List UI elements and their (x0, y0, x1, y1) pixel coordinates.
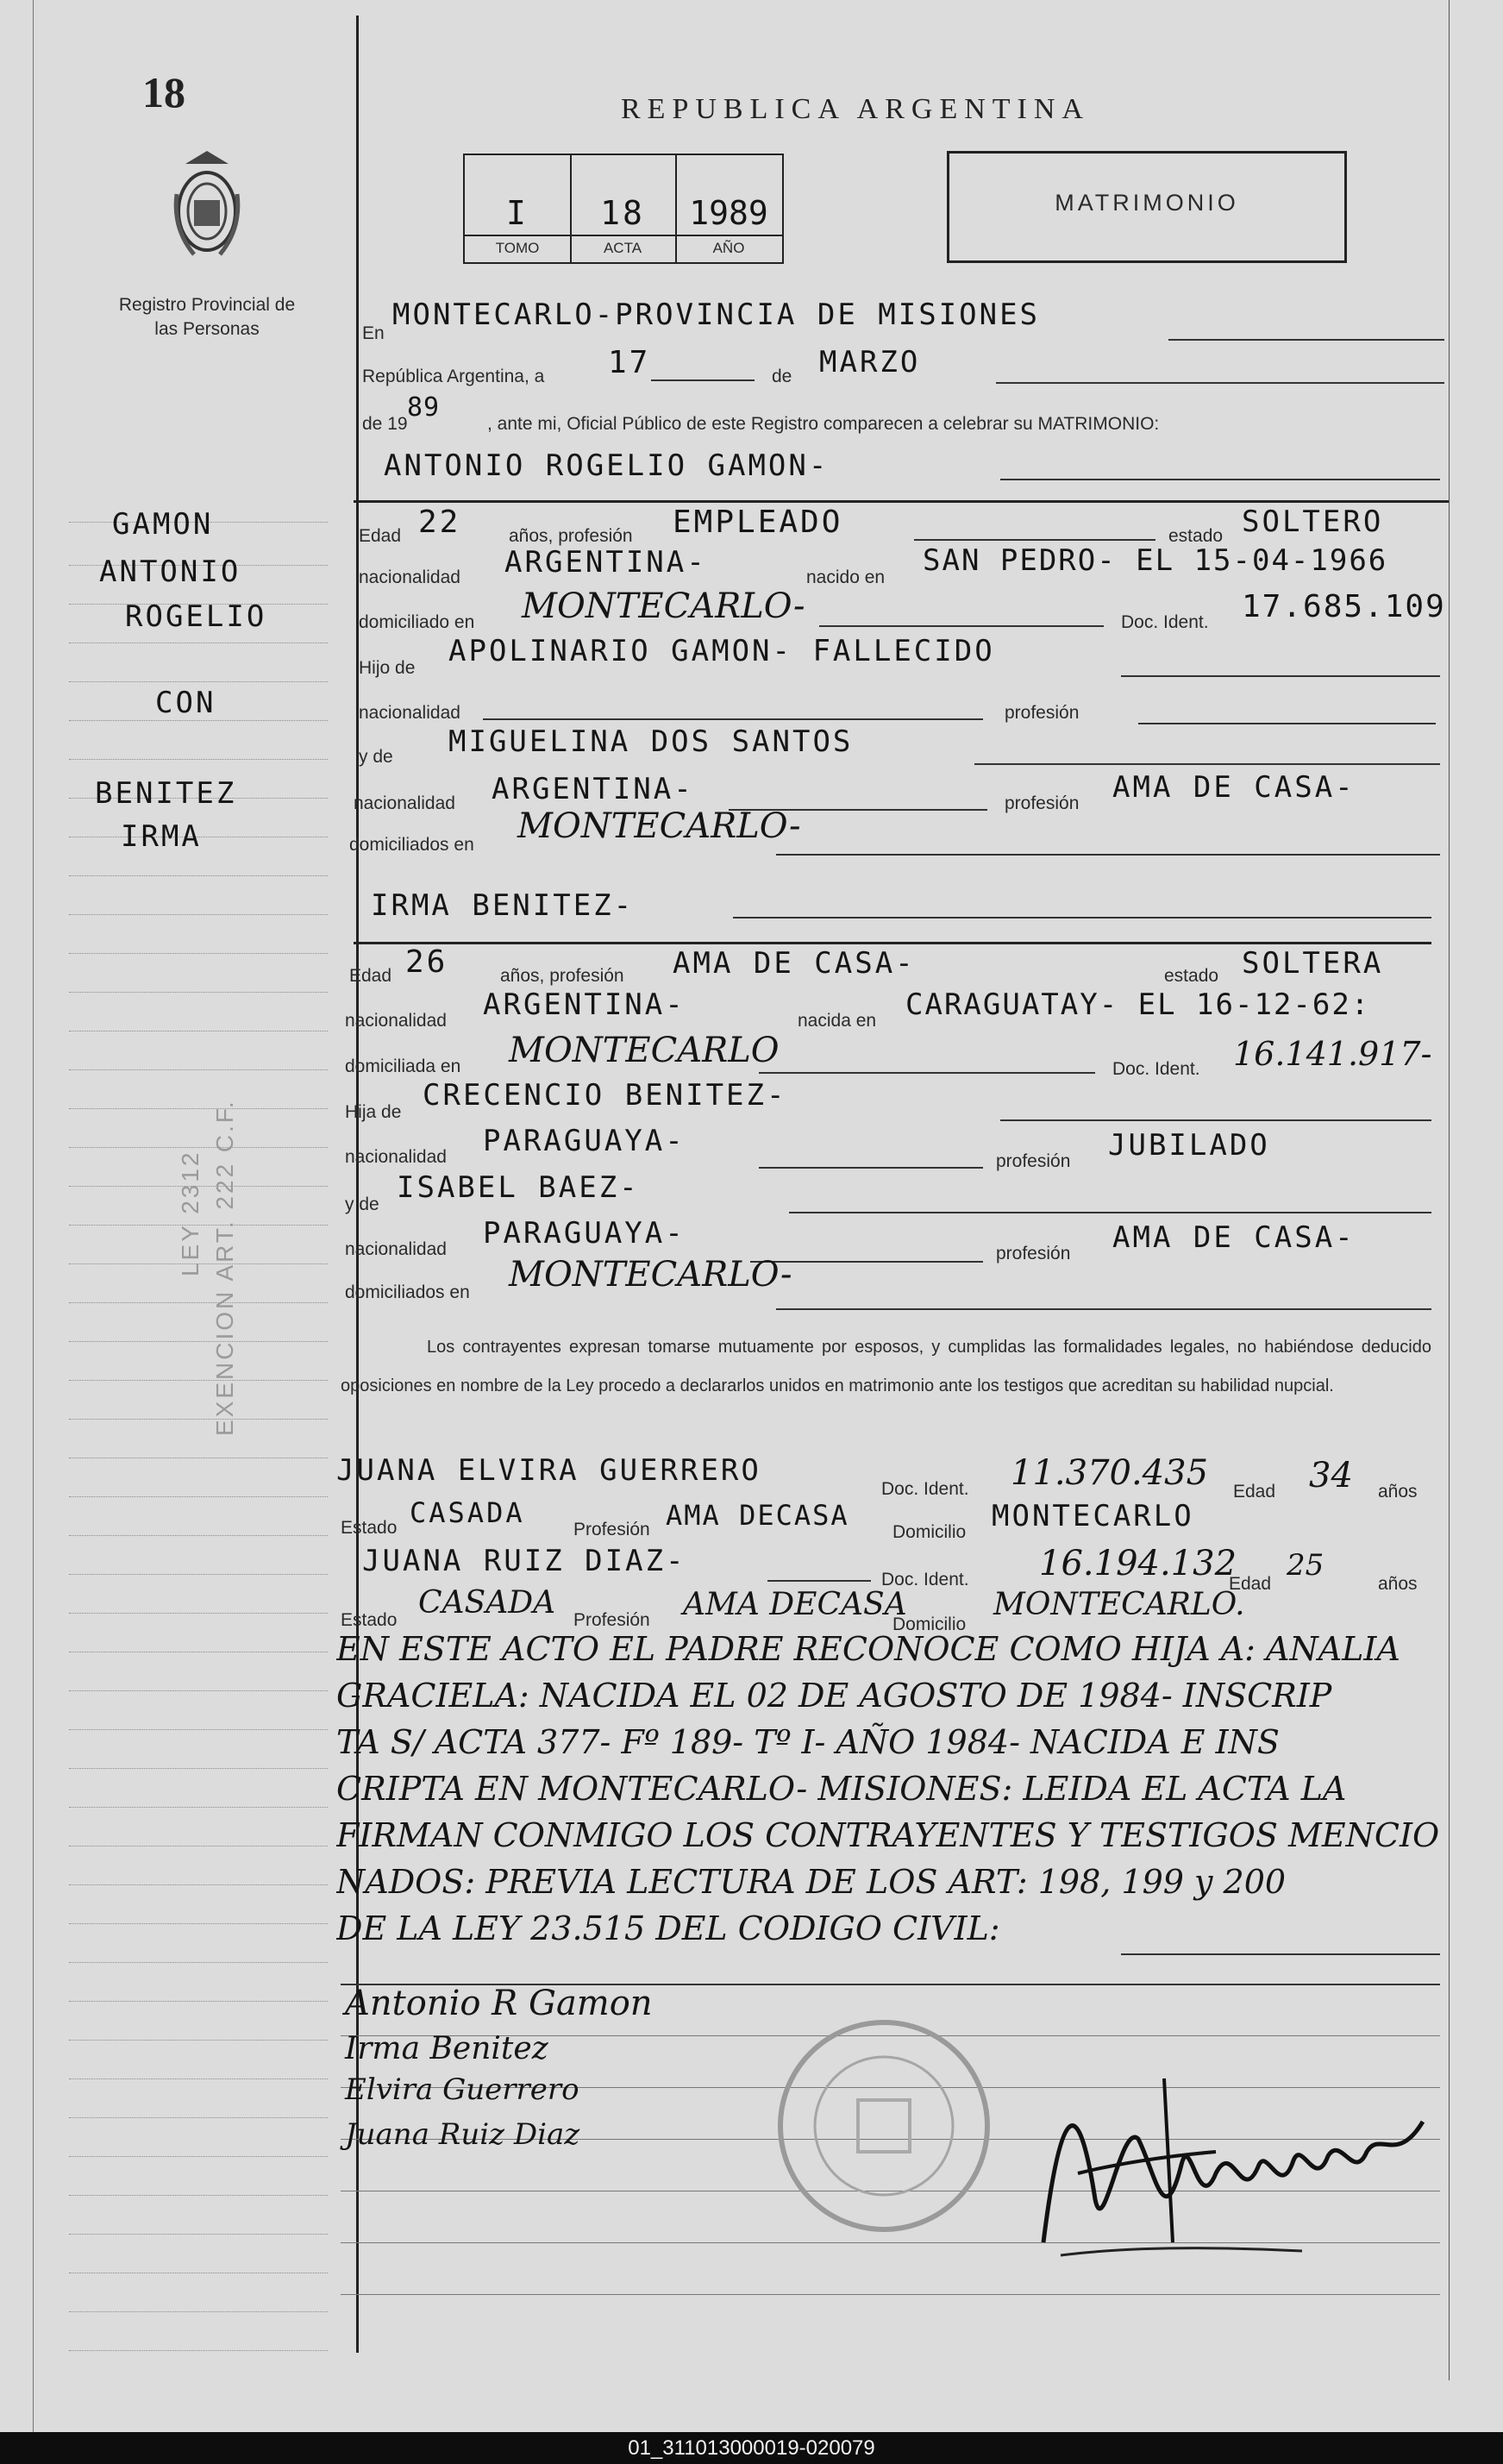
bride-domicile: MONTECARLO (509, 1031, 780, 1070)
label-de-19: de 19 (362, 414, 408, 434)
tomo-cell (465, 155, 572, 262)
label-witness-1-estado: Estado (341, 1518, 398, 1538)
groom-domicile: MONTECARLO- (522, 586, 805, 626)
label-groom-domiciliados: domiciliados en (349, 835, 474, 855)
coat-of-arms-icon (168, 147, 246, 267)
label-groom-edad: Edad (359, 526, 402, 546)
bride-doc: 16.141.917- (1233, 1035, 1432, 1073)
label-bride-edad: Edad (349, 966, 392, 986)
label-groom-nacido-en: nacido en (806, 567, 886, 587)
label-groom-mother-profesion: profesión (1005, 793, 1080, 813)
label-witness-1-domicilio: Domicilio (892, 1522, 967, 1542)
label-witness-2-anios: años (1378, 1574, 1418, 1594)
groom-age: 22 (418, 505, 461, 540)
note-line: TA S/ ACTA 377- Fº 189- Tº I- AÑO 1984- NACIDA E INS (336, 1723, 1280, 1761)
margin-note-middle-name: ROGELIO (125, 599, 267, 634)
bride-birthplace: CARAGUATAY- EL 16-12-62: (905, 987, 1371, 1022)
margin-note-con: CON (155, 686, 216, 720)
label-groom-anios-profesion: años, profesión (509, 526, 633, 546)
label-witness-1-edad: Edad (1233, 1482, 1276, 1502)
witness-2-name: JUANA RUIZ DIAZ- (362, 1544, 686, 1578)
side-stamp-exemption: EXENCION ART. 222 C.F. (211, 1099, 238, 1436)
official-seal-stamp (772, 2014, 996, 2238)
label-bride-domiciliados: domiciliados en (345, 1282, 470, 1302)
groom-status: SOLTERO (1242, 505, 1384, 539)
tomo-value: I (506, 194, 529, 232)
register-number-box (463, 154, 784, 264)
label-bride-mother-profesion: profesión (996, 1244, 1071, 1263)
witness-2-status: CASADA (418, 1585, 556, 1621)
witness-1-doc: 11.370.435 (1011, 1453, 1209, 1493)
acta-value: 18 (600, 194, 645, 232)
bride-mother-profession: AMA DE CASA- (1112, 1220, 1356, 1255)
anio-value: 1989 (689, 194, 768, 232)
witness-1-profession: AMA DECASA (666, 1499, 849, 1532)
acta-cell (570, 155, 677, 262)
bride-mother-nationality: PARAGUAYA- (483, 1216, 686, 1251)
label-groom-domiciliado: domiciliado en (359, 612, 475, 632)
bride-father-profession: JUBILADO (1108, 1128, 1270, 1163)
note-line: GRACIELA: NACIDA EL 02 DE AGOSTO DE 1984- INSCRIP (336, 1677, 1332, 1715)
signature-witness-2: Juana Ruiz Diaz (345, 2117, 580, 2152)
note-line: FIRMAN CONMIGO LOS CONTRAYENTES Y TESTIGOS MENCIO (336, 1816, 1440, 1854)
bride-mother: ISABEL BAEZ- (397, 1170, 640, 1205)
label-bride-y-de: y de (345, 1194, 379, 1214)
label-hijo-de: Hijo de (359, 658, 416, 678)
side-stamp-law: LEY 2312 (177, 1150, 204, 1276)
note-line: EN ESTE ACTO EL PADRE RECONOCE COMO HIJA A: ANALIA (336, 1630, 1400, 1668)
label-witness-1-anios: años (1378, 1482, 1418, 1502)
witness-1-name: JUANA ELVIRA GUERRERO (336, 1453, 761, 1488)
groom-mother: MIGUELINA DOS SANTOS (448, 724, 854, 759)
label-witness-1-profesion: Profesión (573, 1520, 650, 1539)
acta-label: ACTA (603, 240, 642, 256)
label-groom-mother-nacionalidad: nacionalidad (354, 793, 455, 813)
witness-2-domicile: MONTECARLO. (993, 1587, 1245, 1622)
bride-age: 26 (405, 944, 448, 980)
signature-groom: Antonio R Gamon (345, 1984, 653, 2023)
place-location: MONTECARLO-PROVINCIA DE MISIONES (392, 298, 1041, 332)
margin-note-first-name: ANTONIO (99, 555, 241, 589)
bride-parents-domicile: MONTECARLO- (509, 1255, 792, 1295)
label-republica: República Argentina, a (362, 367, 545, 386)
official-signature (1026, 2070, 1440, 2268)
anio-label: AÑO (712, 240, 745, 256)
witness-2-profession: AMA DECASA (683, 1587, 907, 1622)
groom-nationality: ARGENTINA- (504, 545, 707, 580)
country-header: REPUBLICA ARGENTINA (621, 93, 1090, 125)
label-en: En (362, 323, 385, 343)
label-groom-nacionalidad: nacionalidad (359, 567, 460, 587)
label-bride-father-nacionalidad: nacionalidad (345, 1147, 447, 1167)
witness-1-status: CASADA (410, 1496, 525, 1529)
label-bride-doc: Doc. Ident. (1112, 1059, 1200, 1079)
note-line: DE LA LEY 23.515 DEL CODIGO CIVIL: (336, 1909, 1000, 1947)
right-edge-line (1449, 0, 1450, 2380)
bride-status: SOLTERA (1242, 946, 1384, 981)
place-day: 17 (608, 345, 651, 380)
page-edge-line (33, 0, 34, 2432)
label-groom-y-de: y de (359, 747, 393, 767)
groom-parents-domicile: MONTECARLO- (517, 806, 801, 846)
label-witness-2-edad: Edad (1229, 1574, 1272, 1594)
bride-profession: AMA DE CASA- (673, 946, 916, 981)
signature-bride: Irma Benitez (345, 2031, 548, 2066)
label-witness-2-profesion: Profesión (573, 1610, 650, 1630)
page-number: 18 (142, 68, 185, 116)
groom-mother-profession: AMA DE CASA- (1112, 770, 1356, 805)
label-ante-mi: , ante mi, Oficial Público de este Registro comparecen a celebrar su MATRIMONIO: (487, 414, 1160, 434)
label-witness-1-doc: Doc. Ident. (881, 1479, 969, 1499)
groom-profession: EMPLEADO (673, 505, 843, 540)
label-groom-father-profesion: profesión (1005, 703, 1080, 723)
groom-name: ANTONIO ROGELIO GAMON- (384, 448, 830, 483)
groom-doc: 17.685.109 (1242, 589, 1446, 624)
groom-mother-nationality: ARGENTINA- (492, 772, 694, 806)
act-type-box (947, 151, 1347, 263)
tomo-label: TOMO (495, 240, 540, 256)
margin-note-bride-surname: BENITEZ (95, 776, 237, 811)
label-hija-de: Hija de (345, 1102, 402, 1122)
signature-witness-1: Elvira Guerrero (345, 2072, 579, 2107)
label-bride-father-profesion: profesión (996, 1151, 1071, 1171)
margin-note-bride-name: IRMA (121, 819, 202, 854)
label-bride-mother-nacionalidad: nacionalidad (345, 1239, 447, 1259)
anio-cell (675, 155, 782, 262)
bride-name: IRMA BENITEZ- (371, 888, 635, 923)
footer-code: 01_311013000019-020079 (0, 2432, 1503, 2464)
register-name: Registro Provincial de las Personas (118, 295, 296, 339)
label-groom-father-nacionalidad: nacionalidad (359, 703, 460, 723)
witness-1-domicile: MONTECARLO (992, 1499, 1194, 1533)
groom-father: APOLINARIO GAMON- FALLECIDO (448, 634, 995, 668)
label-de: de (772, 367, 792, 386)
bride-nationality: ARGENTINA- (483, 987, 686, 1022)
label-witness-2-estado: Estado (341, 1610, 398, 1630)
witness-2-doc: 16.194.132 (1039, 1544, 1237, 1583)
bride-father: CRECENCIO BENITEZ- (423, 1078, 787, 1113)
witness-2-age: 25 (1287, 1548, 1325, 1583)
legal-statement: Los contrayentes expresan tomarse mutuamente por esposos, y cumplidas las formalidades legales, no habiéndose deducido oposiciones en nombre de la Ley procedo a declararlos unidos en matrimonio ante los testigos que acreditan su habilidad nupcial. (341, 1338, 1431, 1395)
place-year: 89 (407, 392, 441, 423)
label-groom-estado: estado (1168, 526, 1224, 546)
margin-note-surname: GAMON (112, 507, 214, 542)
note-line: NADOS: PREVIA LECTURA DE LOS ART: 198, 199 y 200 (336, 1863, 1287, 1901)
witness-1-age: 34 (1309, 1456, 1353, 1495)
bride-father-nationality: PARAGUAYA- (483, 1124, 686, 1158)
label-bride-nacionalidad: nacionalidad (345, 1011, 447, 1031)
place-month: MARZO (819, 345, 921, 379)
label-bride-anios-profesion: años, profesión (500, 966, 624, 986)
groom-birthplace: SAN PEDRO- EL 15-04-1966 (923, 543, 1388, 578)
label-witness-2-domicilio: Domicilio (892, 1614, 967, 1634)
label-groom-doc: Doc. Ident. (1121, 612, 1209, 632)
handwritten-notes (336, 1626, 1449, 1952)
note-line: CRIPTA EN MONTECARLO- MISIONES: LEIDA EL ACTA LA (336, 1770, 1347, 1808)
label-bride-estado: estado (1164, 966, 1219, 986)
label-bride-nacida-en: nacida en (798, 1011, 877, 1031)
label-witness-2-doc: Doc. Ident. (881, 1570, 969, 1589)
label-bride-domiciliada: domiciliada en (345, 1056, 461, 1076)
act-type: MATRIMONIO (1055, 190, 1239, 216)
